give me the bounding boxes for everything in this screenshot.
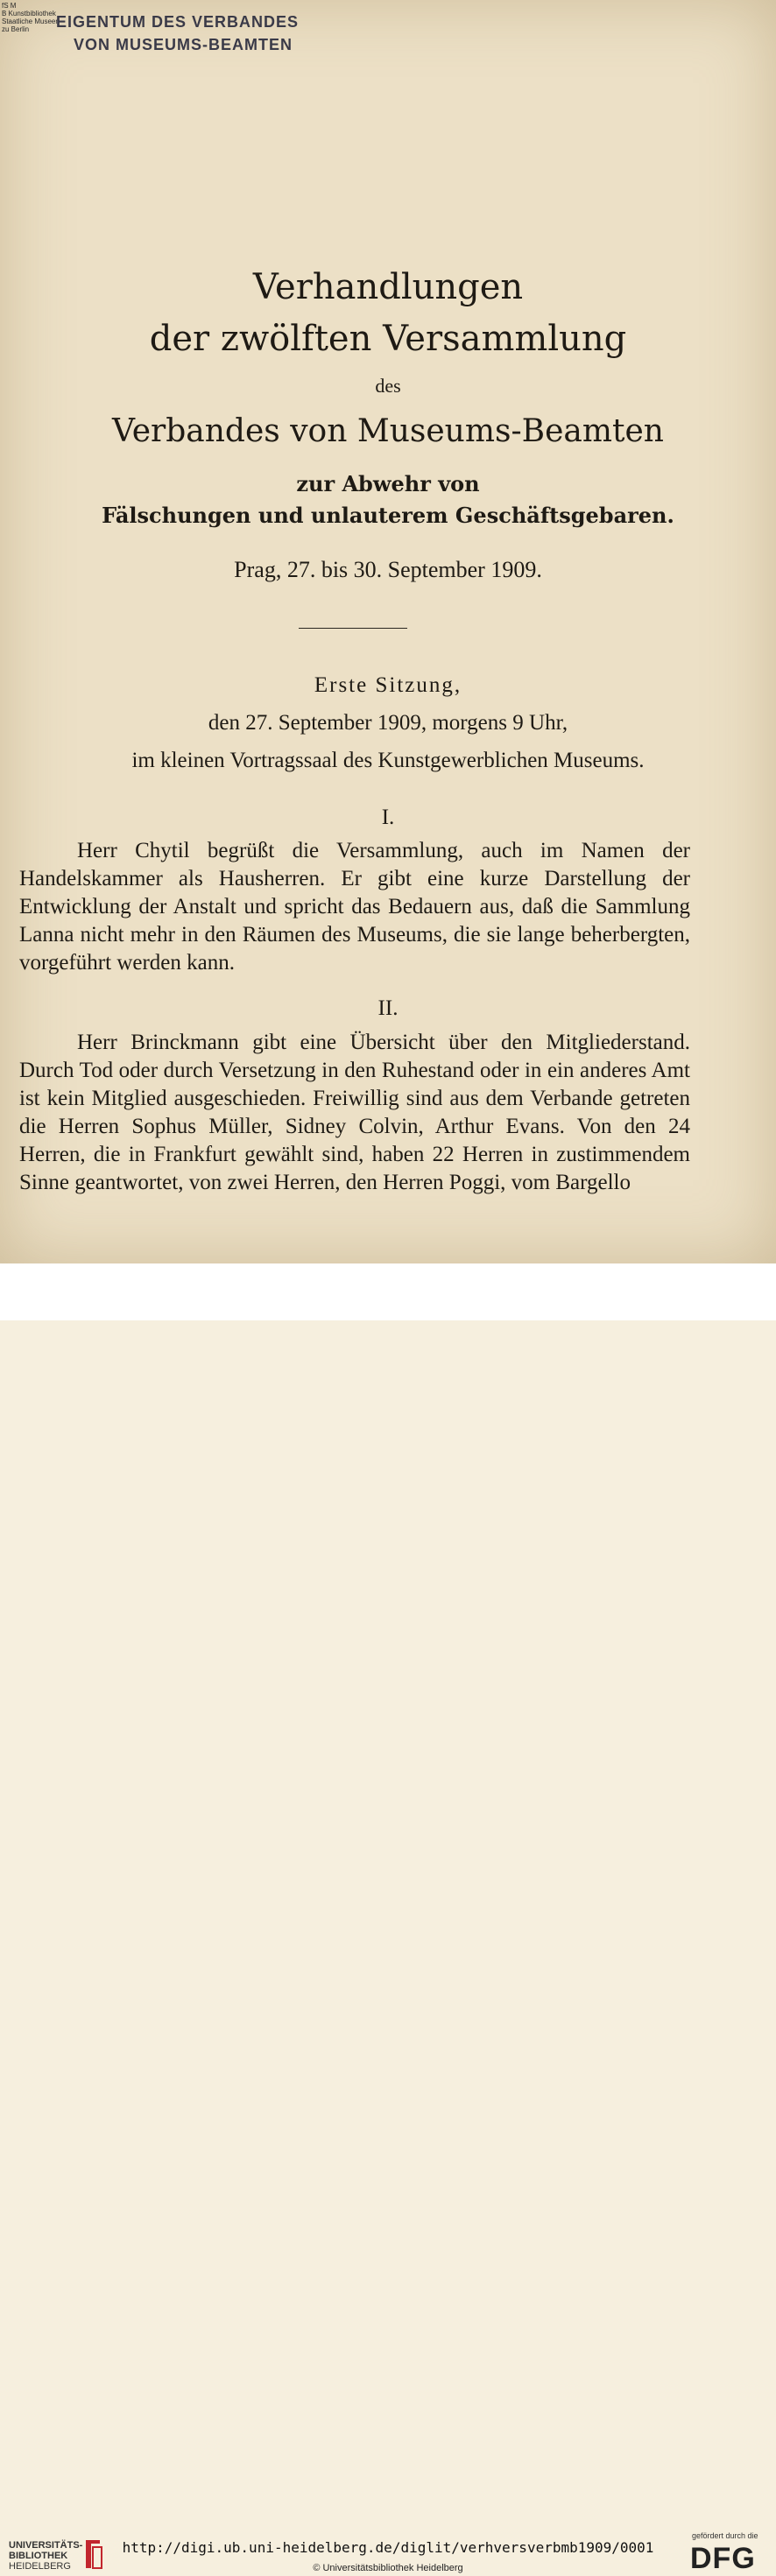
title-line-3: des [375,375,401,397]
permalink-url[interactable]: http://digi.ub.uni-heidelberg.de/diglit/verhversverbmb1909/0001 [122,2539,654,2556]
stamp-line: zu Berlin [2,25,30,33]
title-line-2: der zwölften Versammlung [149,319,627,359]
funded-by-label: gefördert durch die [692,2531,758,2540]
section-paragraph-2: Herr Brinckmann gibt eine Übersicht über den Mitgliederstand. Durch Tod oder durch Versetzung in den Ruhestand oder in ein anderes Amt ist kein Mitglied ausgeschieden. Freiwillig sind aus dem Verbande getreten die Herren Sophus Müller, Sidney Colvin, Arthur Evans. Von den 24 Herren, die in Frankfurt gewählt sind, haben 22 Herren in zustimmendem Sinne geantwortet, von zwei Herren, den Herren Poggi, vom Bargello [19,1031,690,1194]
session-date: den 27. September 1909, morgens 9 Uhr, [208,711,568,735]
section-numeral-1: I. [381,806,395,829]
section-paragraph-1: Herr Chytil begrüßt die Versammlung, auch im Namen der Handelskammer als Hausherren. Er gibt eine kurze Darstellung der Entwicklung der Anstalt und spricht das Bedauern aus, daß die Sammlung Lanna nicht mehr in den Räumen des Museums, die sie lange beherbergten, vorgeführt werden kann. [19,839,690,975]
library-logo-line: HEIDELBERG [9,2561,71,2572]
session-heading: Erste Sitzung, [314,673,462,697]
title-line-4: Verbandes von Museums-Beamten [112,413,664,449]
bleed-through-text [18,123,692,149]
document-page [0,0,776,1263]
title-line-1: Verhandlungen [252,267,524,307]
ownership-line: VON MUSEUMS-BEAMTEN [74,36,293,53]
library-logo-line: UNIVERSITÄTS- [9,2540,83,2551]
session-location: im kleinen Vortragssaal des Kunstgewerblichen Museums. [131,749,645,772]
subtitle-line-1: zur Abwehr von [296,471,480,496]
divider [299,628,407,629]
ownership-line: EIGENTUM DES VERBANDES [56,13,300,31]
dfg-logo: DFG [690,2542,756,2575]
ownership-stamp [56,11,299,56]
subtitle-line-2: Fälschungen und unlauterem Geschäftsgebaren. [102,503,674,528]
section-numeral-2: II. [377,996,399,1020]
library-stamp [2,2,60,33]
stamp-line: Staatliche Museen [2,18,60,25]
stamp-line: fS M [2,2,17,10]
place-date: Prag, 27. bis 30. September 1909. [234,557,542,582]
stamp-line: B Kunstbibliothek [2,10,56,18]
footer-bar [0,1263,776,2575]
copyright-text: © Universitätsbibliothek Heidelberg [313,2563,463,2573]
library-logo-line: BIBLIOTHEK [9,2551,68,2561]
